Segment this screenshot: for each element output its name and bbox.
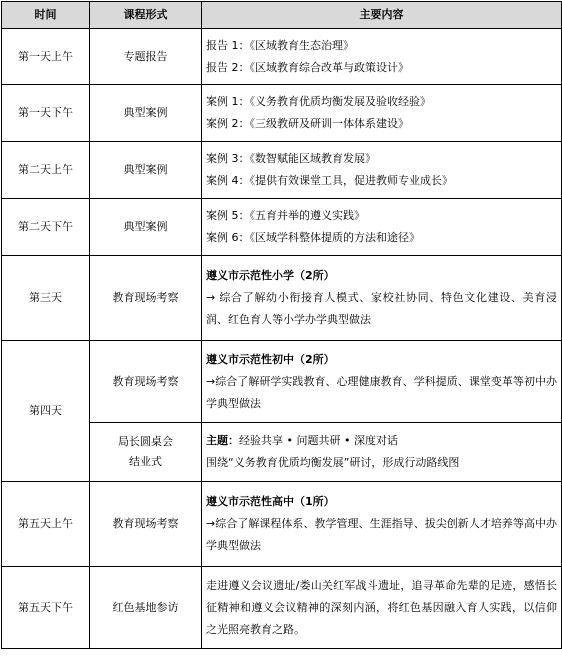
row-time: 第三天 [2, 256, 90, 341]
row-time: 第二天上午 [2, 142, 90, 199]
row-form: 教育现场考察 [90, 256, 202, 341]
row-form [90, 423, 202, 482]
row-form: 典型案例 [90, 85, 202, 142]
row-content [202, 142, 562, 199]
row-time: 第五天下午 [2, 567, 90, 649]
table-row [2, 142, 562, 199]
table-row [2, 567, 562, 649]
row-time: 第一天下午 [2, 85, 90, 142]
school-description: →综合了解研学实践教育、心理健康教育、学科提质、课堂变革等初中办学典型做法 [206, 374, 557, 410]
content-line: 案例 6：《区域学科整体提质的方法和途径》 [206, 231, 420, 244]
row-content [202, 341, 562, 423]
theme-line [206, 430, 557, 452]
row-time: 第四天 [2, 341, 90, 482]
table-row [2, 341, 562, 423]
visit-description: 走进遵义会议遗址/娄山关红军战斗遗址，追寻革命先辈的足迹，感悟长征精神和遵义会议精神的深刻内涵，将红色基因融入育人实践，以信仰之光照亮教育之路。 [206, 578, 557, 636]
row-content [202, 85, 562, 142]
school-description: → 综合了解幼小衔接育人模式、家校社协同、特色文化建设、美育浸润、红色育人等小学办学典型做法 [206, 291, 557, 326]
row-form: 专题报告 [90, 29, 202, 85]
content-line: 案例 1：《义务教育优质均衡发展及验收经验》 [206, 95, 431, 108]
table-row [2, 256, 562, 341]
row-form: 典型案例 [90, 142, 202, 199]
row-form: 典型案例 [90, 199, 202, 256]
table-row [2, 29, 562, 85]
header-time: 时间 [2, 2, 90, 29]
school-description: →综合了解课程体系、教学管理、生涯指导、拔尖创新人才培养等高中办学典型做法 [206, 517, 557, 552]
row-content [202, 29, 562, 85]
row-time: 第一天上午 [2, 29, 90, 85]
row-content [202, 482, 562, 567]
table-header-row [2, 2, 562, 29]
content-line: 报告 2：《区域教育综合改革与政策设计》 [206, 60, 409, 74]
row-content [202, 199, 562, 256]
table-row [2, 199, 562, 256]
content-line: 报告 1：《区域教育生态治理》 [206, 38, 354, 52]
row-form: 教育现场考察 [90, 341, 202, 423]
content-line: 案例 5：《五育并举的遵义实践》 [206, 209, 365, 222]
row-form: 红色基地参访 [90, 567, 202, 649]
content-line: 案例 4：《提供有效课堂工具，促进教师专业成长》 [206, 174, 453, 187]
content-line: 案例 3：《数智赋能区域教育发展》 [206, 152, 376, 165]
schedule-table [1, 1, 562, 649]
theme-description: 围绕“义务教育优质均衡发展”研讨，形成行动路线图 [206, 456, 460, 469]
school-title: 遵义市示范性小学（2所） [206, 269, 335, 282]
table-row [2, 482, 562, 567]
row-form: 教育现场考察 [90, 482, 202, 567]
header-content: 主要内容 [202, 2, 562, 29]
theme-label: 主题： [206, 434, 239, 447]
form-line: 局长圆桌会 [118, 435, 173, 448]
header-form: 课程形式 [90, 2, 202, 29]
table-row [2, 85, 562, 142]
school-title: 遵义市示范性高中（1所） [206, 495, 335, 508]
row-content [202, 256, 562, 341]
row-content [202, 567, 562, 649]
row-time: 第五天上午 [2, 482, 90, 567]
row-content [202, 423, 562, 482]
theme-text: 经验共享 • 问题共研 • 深度对话 [239, 434, 398, 447]
content-line: 案例 2：《三级教研及研训一体体系建设》 [206, 117, 409, 130]
row-time: 第二天下午 [2, 199, 90, 256]
school-title: 遵义市示范性初中（2所） [206, 352, 335, 366]
form-line: 结业式 [129, 455, 162, 468]
